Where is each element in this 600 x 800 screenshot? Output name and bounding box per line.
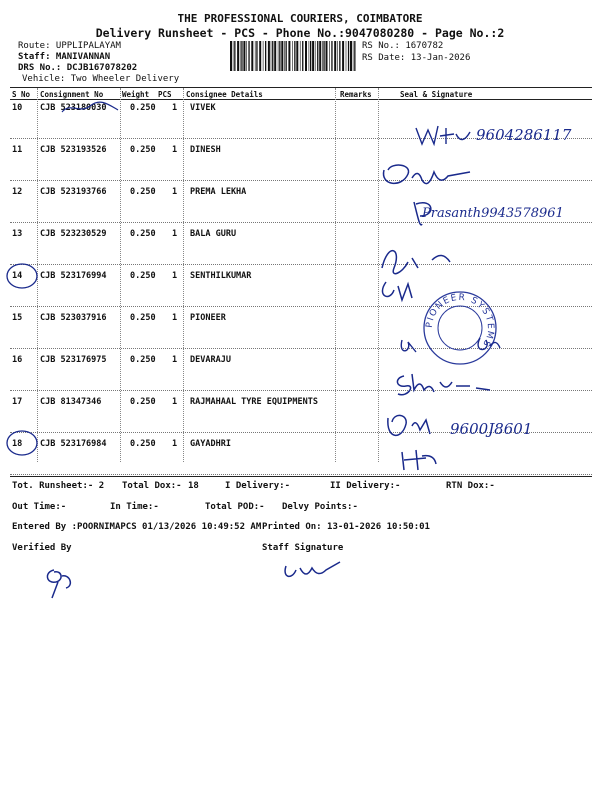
row-weight: 0.250	[130, 271, 156, 281]
row-pcs: 1	[172, 313, 178, 323]
row-pcs: 1	[172, 187, 178, 197]
staff-signature: Staff Signature	[262, 543, 344, 553]
row-weight: 0.250	[130, 187, 156, 197]
row-sno: 14	[12, 271, 23, 281]
row-consignment-no: CJB 523230529	[40, 229, 107, 239]
row-consignment-no: CJB 523193766	[40, 187, 107, 197]
row-pcs: 1	[172, 145, 178, 155]
row-sno: 12	[12, 187, 23, 197]
total-pod: Total POD:-	[205, 502, 265, 512]
col-divider	[335, 88, 336, 462]
company-name: THE PROFESSIONAL COURIERS, COIMBATORE	[177, 12, 423, 25]
row-weight: 0.250	[130, 439, 156, 449]
stamp-text: PIONEER SYSTEMS	[424, 292, 496, 350]
row-weight: 0.250	[130, 355, 156, 365]
row-sno: 13	[12, 229, 23, 239]
row-consignee: DEVARAJU	[190, 355, 231, 365]
row-divider	[10, 306, 592, 307]
row-divider	[10, 264, 592, 265]
row-sno: 15	[12, 313, 23, 323]
row-weight: 0.250	[130, 313, 156, 323]
row-divider	[10, 390, 592, 391]
row-consignment-no: CJB 81347346	[40, 397, 102, 407]
signature-icon	[378, 156, 478, 196]
col-divider	[183, 88, 184, 462]
row-consignment-no: CJB 523037916	[40, 313, 107, 323]
row-consignee: VIVEK	[190, 103, 216, 113]
row-consignment-no: CJB 523176984	[40, 439, 107, 449]
row-pcs: 1	[172, 103, 178, 113]
row-sno: 16	[12, 355, 23, 365]
rs-date: RS Date: 13-Jan-2026	[362, 53, 471, 63]
row-weight: 0.250	[130, 229, 156, 239]
row-pcs: 1	[172, 229, 178, 239]
barcode	[230, 41, 358, 71]
col-seal: Seal & Signature	[400, 90, 473, 99]
drs-number: DRS No.: DCJB167078202	[18, 63, 138, 73]
col-remarks: Remarks	[340, 90, 372, 99]
row-sno: 10	[12, 103, 23, 113]
row-consignee: PIONEER	[190, 313, 226, 323]
row-consignment-no: CJB 523193526	[40, 145, 107, 155]
signature-icon	[390, 368, 500, 400]
table-top-rule	[10, 87, 592, 88]
row-consignee: PREMA LEKHA	[190, 187, 247, 197]
total-dox-value: 18	[188, 481, 199, 491]
verified-by: Verified By	[12, 543, 72, 553]
row-consignee: RAJMAHAAL TYRE EQUIPMENTS	[190, 397, 318, 407]
signature-icon	[396, 330, 506, 360]
handwritten-name-phone: Prasanth9943578961	[422, 206, 564, 221]
footer-rule	[10, 476, 592, 477]
circle-mark-icon	[4, 428, 40, 458]
vehicle: Vehicle: Two Wheeler Delivery	[22, 74, 180, 84]
col-consignee: Consignee Details	[186, 90, 263, 99]
row-consignment-no: CJB 523180030	[40, 103, 107, 113]
handwritten-phone: 9604286117	[476, 126, 572, 144]
row-consignee: GAYADHRI	[190, 439, 231, 449]
out-time: Out Time:-	[12, 502, 67, 512]
col-consignment: Consignment No	[40, 90, 104, 99]
total-dox-label: Total Dox:-	[122, 481, 182, 491]
row-pcs: 1	[172, 397, 178, 407]
signature-icon	[382, 404, 452, 474]
col-divider	[120, 88, 121, 462]
row-sno: 11	[12, 145, 23, 155]
route: Route: UPPLIPALAYAM	[18, 41, 121, 51]
row-consignee: SENTHILKUMAR	[190, 271, 252, 281]
verifier-signature-icon	[40, 562, 80, 602]
staff: Staff: MANIVANNAN	[18, 52, 111, 62]
runsheet-title: Delivery Runsheet - PCS - Phone No.:9047080280 - Page No.:2	[95, 26, 505, 40]
printed-on: Printed On: 13-01-2026 10:50:01	[262, 522, 430, 532]
col-sno: S No	[12, 90, 31, 99]
ii-delivery: II Delivery:-	[330, 481, 401, 491]
handwritten-phone: 9600J8601	[450, 420, 533, 438]
row-weight: 0.250	[130, 103, 156, 113]
row-weight: 0.250	[130, 145, 156, 155]
row-consignment-no: CJB 523176975	[40, 355, 107, 365]
row-consignee: BALA GURU	[190, 229, 237, 239]
row-divider	[10, 474, 592, 475]
entered-by: Entered By :POORNIMAPCS 01/13/2026 10:49:52 AM	[12, 522, 262, 532]
rtn-dox: RTN Dox:-	[446, 481, 495, 491]
i-delivery: I Delivery:-	[225, 481, 291, 491]
row-sno: 17	[12, 397, 23, 407]
row-pcs: 1	[172, 439, 178, 449]
row-divider	[10, 180, 592, 181]
row-pcs: 1	[172, 271, 178, 281]
staff-signature-icon	[280, 554, 350, 584]
row-consignment-no: CJB 523176994	[40, 271, 107, 281]
delvy-points: Delvy Points:-	[282, 502, 358, 512]
tot-runsheet: Tot. Runsheet:- 2	[12, 481, 105, 491]
col-pcs: PCS	[158, 90, 172, 99]
row-pcs: 1	[172, 355, 178, 365]
circle-mark-icon	[4, 262, 40, 292]
rs-number: RS No.: 1670782	[362, 41, 444, 51]
row-divider	[10, 222, 592, 223]
row-consignee: DINESH	[190, 145, 221, 155]
col-weight: Weight	[122, 90, 150, 99]
strike-scribble-icon	[60, 100, 120, 116]
row-weight: 0.250	[130, 397, 156, 407]
row-sno: 18	[12, 439, 23, 449]
in-time: In Time:-	[110, 502, 159, 512]
